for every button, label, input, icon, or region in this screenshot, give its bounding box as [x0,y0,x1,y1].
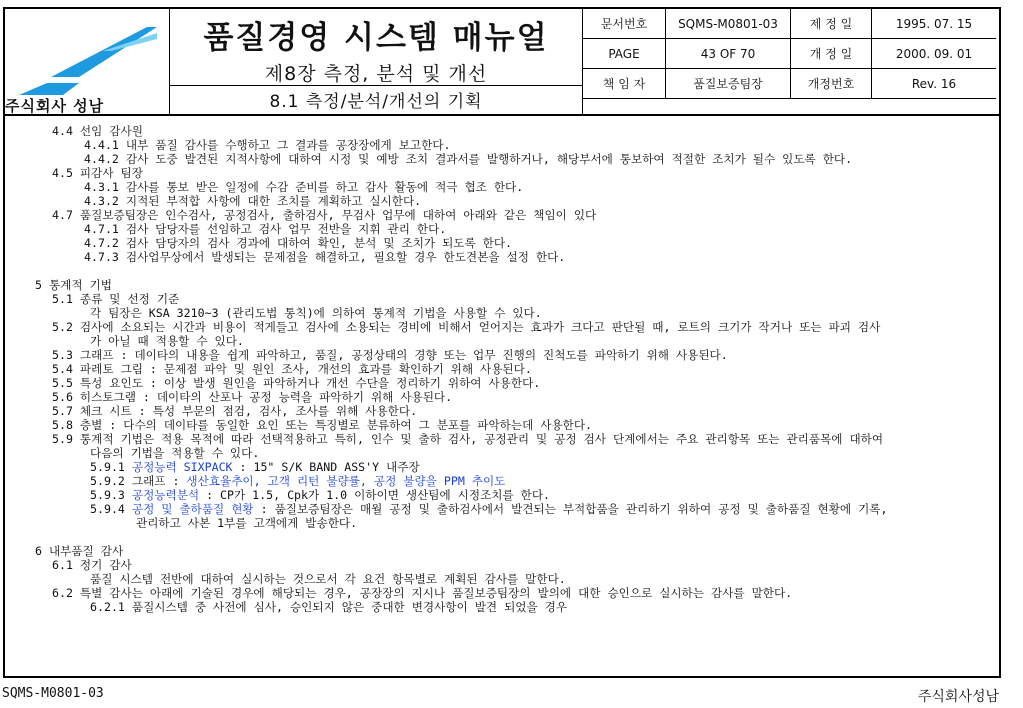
doc-no: SQMS-M0801-03 [666,9,791,39]
text-line: 품질 시스템 전반에 대하여 실시하는 것으로서 각 요건 항목별로 계획된 감사를 말한다. [90,572,566,586]
owner-label: 책 임 자 [583,69,666,99]
text-line: 5.9 통계적 기법은 적용 목적에 따라 선택적용하고 특히, 인수 및 출하 검사, 공정관리 및 공정 검사 단계에서는 주요 관리항목 또는 관리품목에 대하여 [52,432,884,446]
footer-company: 주식회사성남 [917,689,999,705]
text-line: 4.7.2 검사 담당자의 검사 경과에 대하여 확인, 분석 및 조치가 되도록 한다. [84,236,513,250]
text-line: 4.4.1 내부 품질 감사를 수행하고 그 결과를 공장장에게 보고한다. [84,138,451,152]
doc-no-label: 문서번호 [583,9,666,39]
section-title: 8.1 측정/분석/개선의 기획 [269,92,483,112]
text-line: 5.9.2 그래프 : 생산효율추이, 고객 리턴 불량률, 공정 불량을 PPM 추이도 [90,474,506,488]
text-line: 관리하고 사본 1부를 고객에게 발송한다. [136,516,358,530]
company-name: 주식회사 성남 [5,97,105,115]
text-line: 각 팀장은 KSA 3210~3 (관리도법 통칙)에 의하여 통계적 기법을 사용할 수 있다. [90,306,542,320]
revno: Rev. 16 [872,69,997,99]
text-line: 6.2.1 품질시스템 중 사전에 심사, 승인되지 않은 중대한 변경사항이 발견 되었을 경우 [90,600,568,614]
text-line: 6.1 정기 감사 [52,558,132,572]
chapter-title: 제8장 측정, 분석 및 개선 [264,63,488,85]
made-date: 1995. 07. 15 [872,9,997,39]
text-line: 5.1 종류 및 선정 기준 [52,292,180,306]
page-label: PAGE [583,39,666,69]
text-line: 4.3.2 지적된 부적합 사항에 대한 조치를 계획하고 실시한다. [84,194,422,208]
text-line: 4.4 선임 감사원 [52,124,143,138]
company-logo [7,11,167,95]
owner: 품질보증팀장 [666,69,791,99]
logo-cell [5,9,170,114]
document-header [3,7,1001,116]
text-line: 다음의 기법을 적용할 수 있다. [90,446,260,460]
revno-label: 개정번호 [791,69,872,99]
text-line: 6.2 특별 감사는 아래에 기술된 경우에 해당되는 경우, 공장장의 지시나 품질보증팀장의 발의에 대한 승인으로 실시하는 감사를 말한다. [52,586,793,600]
text-line: 5.9.4 공정 및 출하품질 현황 : 품질보증팀장은 매월 공정 및 출하검사에서 발견되는 부적합품을 관리하기 위하여 공정 및 출하품질 현황에 기록, [90,502,888,516]
text-line: 5.8 층별 : 다수의 데이타를 동일한 요인 또는 특징별로 분류하여 그 분포를 파악하는데 사용한다. [52,418,593,432]
text-line: 가 아닐 때 적용할 수 있다. [90,334,244,348]
text-line: 4.3.1 감사를 통보 받은 일정에 수감 준비를 하고 감사 활동에 적극 협조 한다. [84,180,524,194]
page-number: 43 OF 70 [666,39,791,69]
text-line: 5.9.3 공정능력분석 : CP가 1.5, Cpk가 1.0 이하이면 생산팀에 시정조치를 한다. [90,488,551,502]
document-body [3,116,1001,678]
footer-doc-code: SQMS-M0801-03 [2,686,104,701]
text-line: 5.2 검사에 소요되는 시간과 비용이 적게들고 검사에 소용되는 경비에 비해서 얻어지는 효과가 크다고 판단될 때, 로트의 크기가 작거나 또는 파괴 검사 [52,320,881,334]
text-line: 5 통계적 기법 [35,278,112,292]
title-cell [170,9,583,114]
made-label: 제 정 일 [791,9,872,39]
text-line: 5.5 특성 요인도 : 이상 발생 원인을 파악하거나 개선 수단을 정리하기 위하여 사용한다. [52,376,541,390]
text-line: 5.3 그래프 : 데이타의 내용을 쉽게 파악하고, 품질, 공정상태의 경향 또는 업무 진행의 진척도를 파악하기 위해 사용된다. [52,348,728,362]
manual-title: 품질경영 시스템 매뉴얼 [203,20,549,56]
text-line: 4.7.1 검사 담당자를 선임하고 검사 업무 전반을 지휘 관리 한다. [84,222,447,236]
rev-label: 개 정 일 [791,39,872,69]
title-divider [170,85,582,86]
text-line: 5.4 파레토 그림 : 문제점 파악 및 원인 조사, 개선의 효과를 확인하기 위해 사용된다. [52,362,532,376]
text-line: 5.6 히스토그램 : 데이타의 산포나 공정 능력을 파악하기 위해 사용된다. [52,390,453,404]
text-line: 4.5 피감사 팀장 [52,166,143,180]
text-line: 5.9.1 공정능력 SIXPACK : 15" S/K BAND ASS'Y 내주장 [90,460,420,474]
rev-date: 2000. 09. 01 [872,39,997,69]
text-line: 6 내부품질 감사 [35,544,124,558]
text-line: 4.4.2 감사 도중 발견된 지적사항에 대하여 시정 및 예방 조치 결과서를 발행하거나, 해당부서에 통보하여 적절한 조치가 될수 있도록 한다. [84,152,853,166]
text-line: 5.7 체크 시트 : 특성 부문의 점검, 검사, 조사를 위해 사용한다. [52,404,418,418]
meta-table [583,9,996,99]
text-line: 4.7.3 검사업무상에서 발생되는 문제점을 해결하고, 필요할 경우 한도견본을 설정 한다. [84,250,566,264]
text-line: 4.7 품질보증팀장은 인수검사, 공정검사, 출하검사, 무검사 업무에 대하여 아래와 같은 책임이 있다 [52,208,597,222]
